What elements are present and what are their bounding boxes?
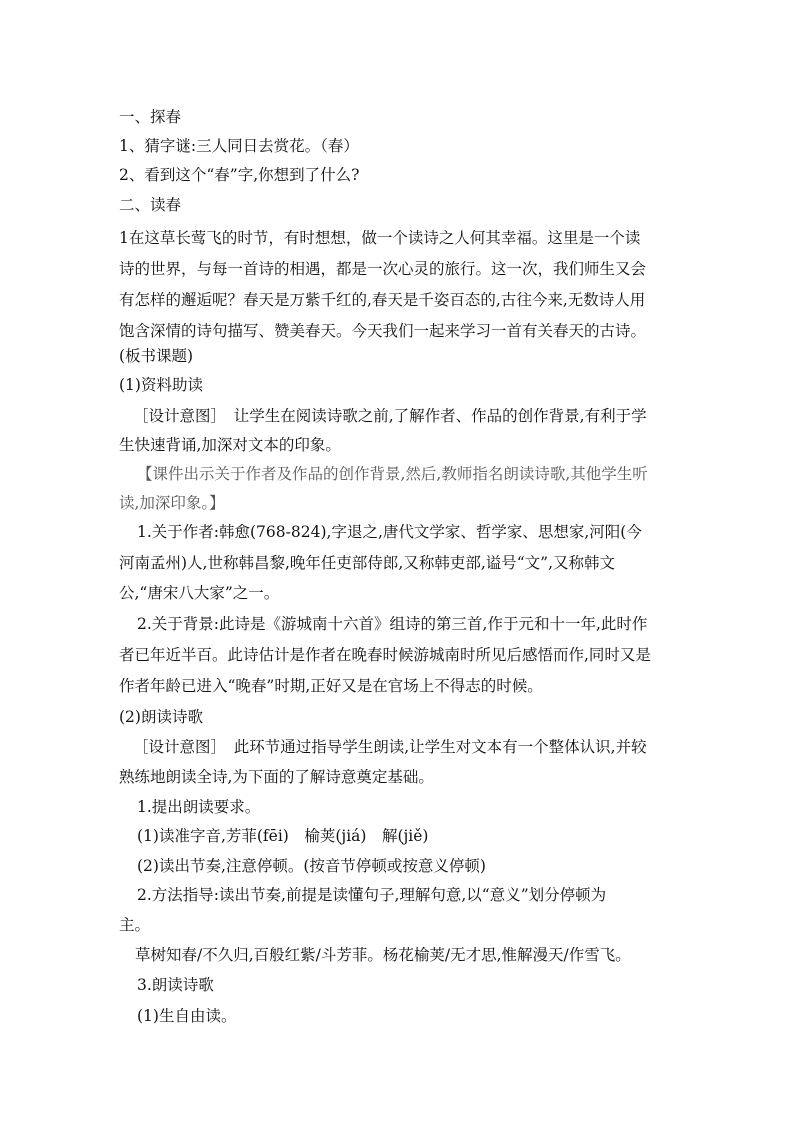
- design-intent-2-line-1: ［设计意图］ 此环节通过指导学生朗读,让学生对文本有一个整体认识,并较: [133, 738, 647, 756]
- author-line-2: 河南孟州)人,世称韩昌黎,晚年任吏部侍郎,又称韩吏部,谥号“文”,又称韩文: [119, 554, 616, 572]
- heading-explore-spring: 一、探春: [119, 108, 182, 126]
- background-line-3: 作者年龄已进入“晚春”时期,正好又是在官场上不得志的时候。: [119, 677, 543, 695]
- rhythm-line: (2)读出节奏,注意停顿。(按音节停顿或按意义停顿): [137, 857, 486, 875]
- read-poem-heading: 3.朗读诗歌: [137, 976, 214, 994]
- intro-line-4: 饱含深情的诗句描写、赞美春天。今天我们一起来学习一首有关春天的古诗。: [119, 322, 647, 340]
- intro-line-1: 1在这草长莺飞的时节，有时想想，做一个读诗之人何其幸福。这里是一个读: [119, 229, 641, 247]
- free-reading-line: (1)生自由读。: [137, 1007, 237, 1025]
- courseware-note-line-1: 【课件出示关于作者及作品的创作背景,然后,教师指名朗读诗歌,其他学生听: [137, 465, 648, 483]
- riddle-line: 1、猜字谜:三人同日去赏花。（春）: [119, 137, 359, 155]
- method-line-1: 2.方法指导:读出节奏,前提是读懂句子,理解句意,以“意义”划分停顿为: [137, 886, 607, 904]
- background-line-2: 者已年近半百。此诗估计是作者在晚春时候游城南时所见后感悟而作,同时又是: [119, 646, 651, 664]
- intro-line-3: 有怎样的邂逅呢？春天是万紫千红的,春天是千姿百态的,古往今来,无数诗人用: [119, 291, 646, 309]
- pronunciation-line: (1)读准字音,芳菲(fēi) 榆荚(jiá) 解(jiě): [137, 827, 429, 845]
- heading-read-spring: 二、读春: [119, 196, 182, 214]
- design-intent-1-line-1: ［设计意图］ 让学生在阅读诗歌之前,了解作者、作品的创作背景,有利于学: [133, 407, 647, 425]
- design-intent-2-line-2: 熟练地朗读全诗,为下面的了解诗意奠定基础。: [119, 768, 434, 786]
- intro-line-2: 诗的世界，与每一首诗的相遇，都是一次心灵的旅行。这一次，我们师生又会: [119, 260, 647, 278]
- question-line: 2、看到这个“春”字,你想到了什么?: [119, 166, 360, 184]
- section-material: (1)资料助读: [119, 376, 203, 394]
- poem-text: 草树知春/不久归,百般红紫/斗芳菲。杨花榆荚/无才思,惟解漫天/作雪飞。: [135, 946, 631, 964]
- background-line-1: 2.关于背景:此诗是《游城南十六首》组诗的第三首,作于元和十一年,此时作: [137, 615, 648, 633]
- design-intent-1-line-2: 生快速背诵,加深对文本的印象。: [119, 436, 341, 454]
- section-read-aloud: (2)朗读诗歌: [119, 708, 203, 726]
- reading-requirement: 1.提出朗读要求。: [137, 798, 261, 816]
- board-title-note: (板书课题): [119, 347, 194, 365]
- method-line-2: 主。: [119, 916, 151, 934]
- author-line-3: 公,“唐宋八大家”之一。: [119, 584, 280, 602]
- courseware-note-line-2: 读,加深印象。】: [119, 494, 225, 512]
- author-line-1: 1.关于作者:韩愈(768-824),字退之,唐代文学家、哲学家、思想家,河阳(今: [137, 523, 642, 541]
